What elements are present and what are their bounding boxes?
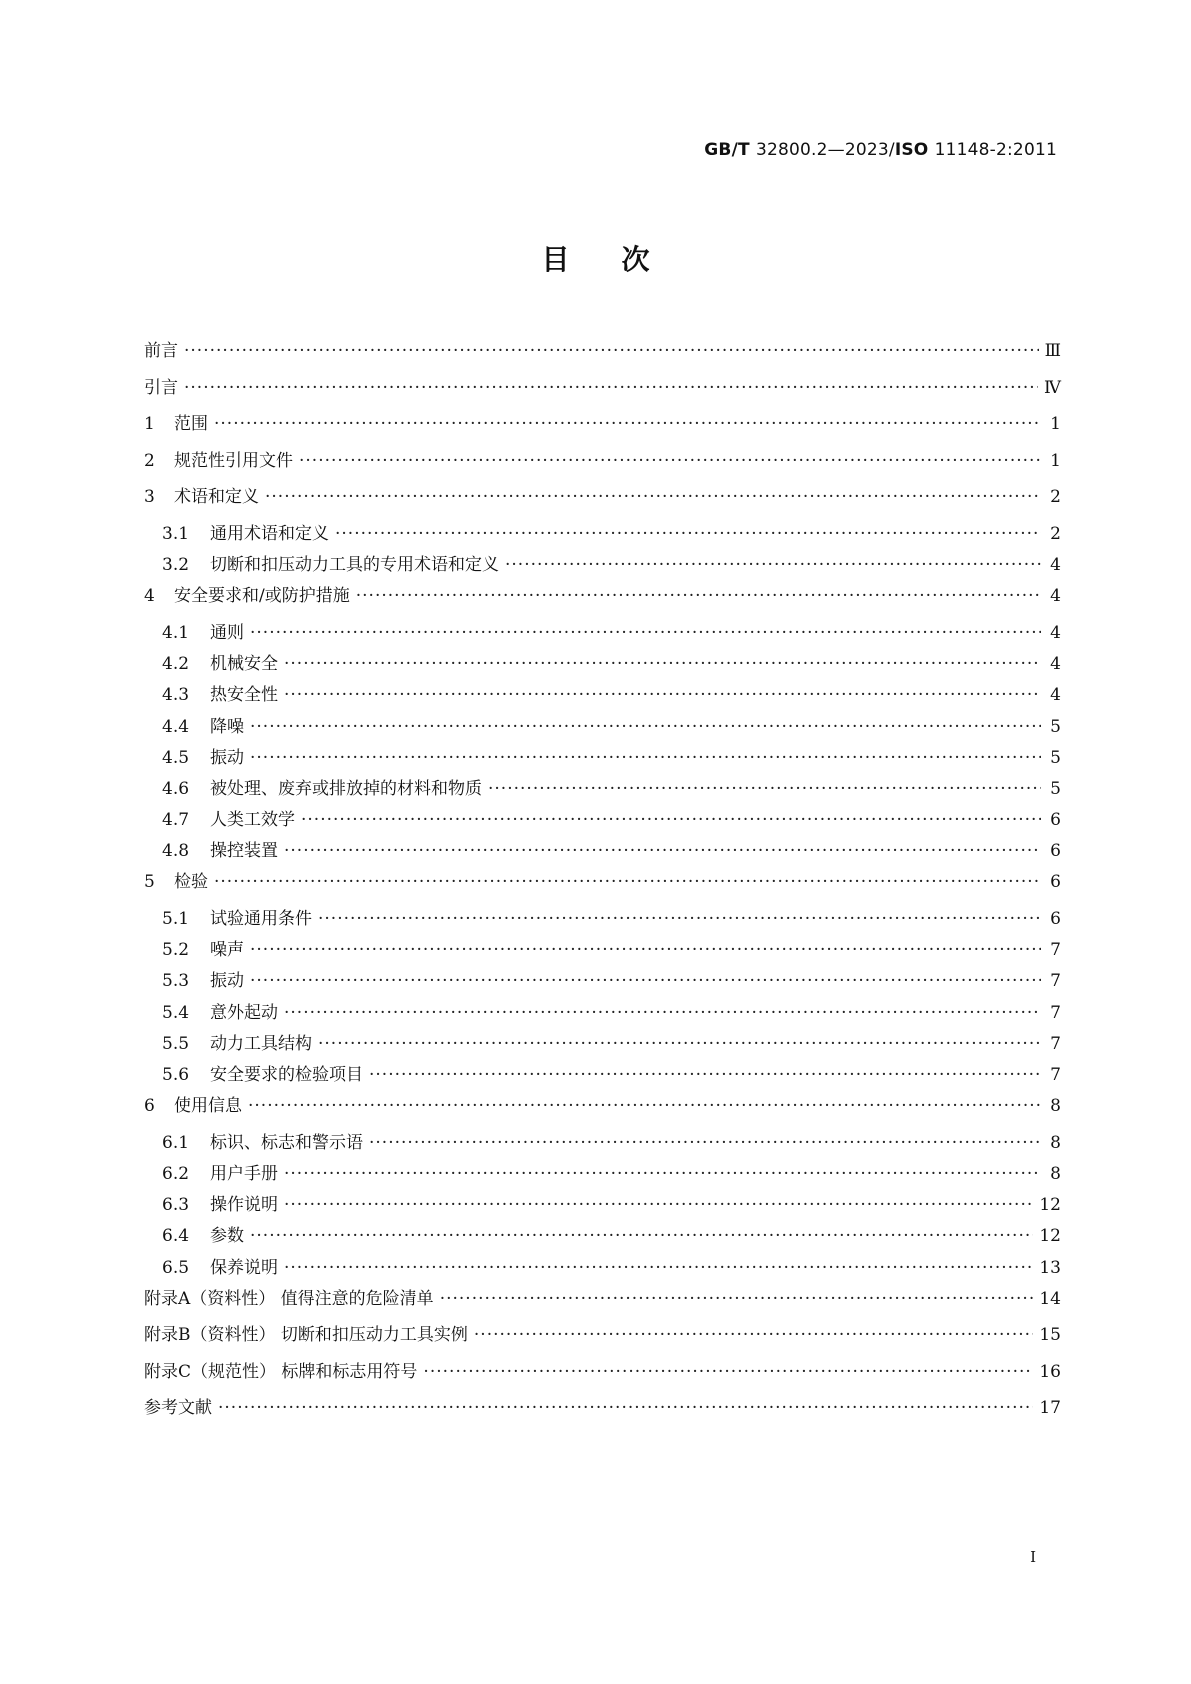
- toc-dot-leader: [250, 1225, 1033, 1247]
- toc-entry-page: 4: [1050, 685, 1061, 706]
- toc-entry-number: 1: [144, 414, 155, 435]
- toc-dot-leader: [284, 1257, 1033, 1279]
- toc-dot-leader: [250, 716, 1041, 738]
- toc-dot-leader: [284, 684, 1041, 706]
- toc-entry-number: 6.2: [162, 1163, 190, 1184]
- toc-dot-leader: [284, 1194, 1033, 1216]
- toc-entry-number: 3: [144, 487, 155, 508]
- toc-entry[interactable]: [144, 413, 1061, 450]
- toc-dot-leader: [250, 747, 1041, 769]
- toc-entry-label: 振动: [210, 971, 244, 992]
- toc-entry-page: 4: [1050, 586, 1061, 607]
- toc-entry-number: 6.1: [162, 1132, 190, 1153]
- toc-dot-leader: [488, 778, 1041, 800]
- toc-entry-page: 5: [1050, 778, 1061, 799]
- toc-entry-page: 7: [1050, 1002, 1061, 1023]
- toc-entry-page: 8: [1050, 1096, 1061, 1117]
- toc-entry-page: Ⅲ: [1044, 341, 1061, 361]
- toc-entry[interactable]: [144, 809, 1061, 840]
- toc-dot-leader: [474, 1324, 1033, 1346]
- iso-prefix: ISO: [894, 140, 929, 160]
- toc-entry[interactable]: [144, 908, 1061, 939]
- toc-entry-page: 1: [1050, 414, 1061, 435]
- toc-entry-page: 4: [1050, 622, 1061, 643]
- page-folio: Ⅰ: [1030, 1548, 1036, 1566]
- toc-entry-page: Ⅳ: [1044, 377, 1061, 398]
- toc-entry-page: 2: [1050, 523, 1061, 544]
- toc-entry-number: 5.5: [162, 1033, 190, 1054]
- toc-entry-number: 5: [144, 872, 155, 893]
- toc-entry[interactable]: [144, 622, 1061, 653]
- toc-entry-number: 6: [144, 1096, 155, 1117]
- toc-dot-leader: [440, 1288, 1034, 1310]
- toc-entry-label: 参考文献: [144, 1398, 212, 1419]
- toc-entry-page: 4: [1050, 555, 1061, 576]
- toc-entry-number: 2: [144, 450, 155, 471]
- toc-entry-page: 6: [1050, 872, 1061, 893]
- toc-entry-number: 4: [144, 586, 155, 607]
- toc-entry-number: 3.2: [162, 555, 190, 576]
- code-prefix: GB/T: [704, 140, 750, 160]
- toc-entry[interactable]: [144, 747, 1061, 778]
- toc-dot-leader: [284, 653, 1041, 675]
- toc-entry-number: 3.1: [162, 523, 190, 544]
- toc-entry[interactable]: [144, 523, 1061, 554]
- toc-dot-leader: [214, 871, 1041, 893]
- toc-entry-label: 标识、标志和警示语: [210, 1132, 363, 1153]
- toc-entry-number: 4.3: [162, 685, 190, 706]
- toc-entry-page: 13: [1039, 1257, 1061, 1278]
- toc-entry[interactable]: [144, 684, 1061, 715]
- toc-entry-number: 5.1: [162, 909, 190, 930]
- toc-entry-page: 7: [1050, 971, 1061, 992]
- toc-dot-leader: [318, 1033, 1041, 1055]
- toc-dot-leader: [284, 840, 1041, 862]
- toc-dot-leader: [250, 622, 1041, 644]
- toc-entry[interactable]: [144, 1257, 1061, 1288]
- toc-dot-leader: [184, 340, 1039, 362]
- toc-entry-number: 5.3: [162, 971, 190, 992]
- toc-entry-label: 被处理、废弃或排放掉的材料和物质: [210, 778, 482, 799]
- toc-entry[interactable]: [144, 1064, 1061, 1095]
- toc-entry[interactable]: [144, 653, 1061, 684]
- toc-entry-label: 安全要求的检验项目: [210, 1064, 363, 1085]
- toc-entry[interactable]: [144, 1288, 1061, 1325]
- toc-entry-label: 人类工效学: [210, 810, 295, 831]
- toc-entry-label: 附录B（资料性） 切断和扣压动力工具实例: [144, 1325, 468, 1346]
- toc-entry-page: 8: [1050, 1132, 1061, 1153]
- toc-entry-label: 通则: [210, 622, 244, 643]
- toc-entry-number: 4.1: [162, 622, 190, 643]
- toc-entry-number: 4.8: [162, 841, 190, 862]
- toc-entry[interactable]: [144, 1132, 1061, 1163]
- toc-entry[interactable]: [144, 1033, 1061, 1064]
- toc-entry[interactable]: [144, 716, 1061, 747]
- toc-entry[interactable]: [144, 970, 1061, 1001]
- toc-entry-page: 4: [1050, 654, 1061, 675]
- toc-entry[interactable]: [144, 1002, 1061, 1033]
- toc-entry-label: 用户手册: [210, 1163, 278, 1184]
- toc-entry-label: 切断和扣压动力工具的专用术语和定义: [210, 555, 499, 576]
- toc-entry-page: 1: [1050, 450, 1061, 471]
- toc-dot-leader: [284, 1163, 1041, 1185]
- toc-entry-number: 6.4: [162, 1226, 190, 1247]
- toc-entry-page: 7: [1050, 940, 1061, 961]
- toc-entry-label: 范围: [174, 414, 208, 435]
- toc-dot-leader: [250, 939, 1041, 961]
- toc-entry[interactable]: [144, 1095, 1061, 1132]
- toc-entry-page: 15: [1039, 1325, 1061, 1346]
- toc-entry[interactable]: [144, 1163, 1061, 1194]
- toc-dot-leader: [299, 450, 1041, 472]
- toc-entry[interactable]: [144, 450, 1061, 487]
- toc-entry[interactable]: [144, 340, 1061, 377]
- toc-dot-leader: [423, 1361, 1033, 1383]
- toc-entry-page: 14: [1039, 1288, 1061, 1309]
- toc-entry-label: 安全要求和/或防护措施: [174, 586, 350, 607]
- toc-dot-leader: [284, 1002, 1041, 1024]
- toc-entry-label: 动力工具结构: [210, 1033, 312, 1054]
- toc-entry[interactable]: [144, 377, 1061, 414]
- toc-dot-leader: [505, 554, 1041, 576]
- toc-entry-page: 6: [1050, 841, 1061, 862]
- toc-entry-label: 操作说明: [210, 1195, 278, 1216]
- toc-entry-label: 操控装置: [210, 841, 278, 862]
- toc-entry-label: 降噪: [210, 716, 244, 737]
- toc-entry-label: 噪声: [210, 940, 244, 961]
- toc-entry[interactable]: [144, 585, 1061, 622]
- toc-entry-number: 6.3: [162, 1195, 190, 1216]
- toc-entry[interactable]: [144, 1324, 1061, 1361]
- table-of-contents: [144, 340, 1061, 1434]
- page-title: 目次: [541, 243, 702, 276]
- toc-entry-label: 通用术语和定义: [210, 523, 329, 544]
- toc-entry-label: 试验通用条件: [210, 909, 312, 930]
- toc-entry-number: 4.4: [162, 716, 190, 737]
- toc-entry-number: 5.4: [162, 1002, 190, 1023]
- toc-entry[interactable]: [144, 486, 1061, 523]
- toc-entry[interactable]: [144, 1397, 1061, 1434]
- toc-entry-label: 保养说明: [210, 1257, 278, 1278]
- toc-dot-leader: [218, 1397, 1033, 1419]
- toc-entry-label: 术语和定义: [174, 487, 259, 508]
- standard-code-header: [704, 140, 1057, 160]
- toc-dot-leader: [265, 486, 1041, 508]
- toc-entry-label: 热安全性: [210, 685, 278, 706]
- toc-entry-label: 前言: [144, 341, 178, 361]
- toc-dot-leader: [184, 377, 1038, 399]
- toc-entry-page: 8: [1050, 1163, 1061, 1184]
- toc-entry[interactable]: [144, 1361, 1061, 1398]
- toc-entry-number: 6.5: [162, 1257, 190, 1278]
- toc-entry-number: 4.6: [162, 778, 190, 799]
- toc-entry-number: 4.5: [162, 747, 190, 768]
- toc-entry-label: 引言: [144, 377, 178, 398]
- toc-dot-leader: [248, 1095, 1041, 1117]
- toc-entry[interactable]: [144, 554, 1061, 585]
- toc-dot-leader: [318, 908, 1041, 930]
- toc-entry-number: 4.2: [162, 654, 190, 675]
- iso-main: 11148-2:2011: [934, 140, 1057, 160]
- toc-entry-page: 6: [1050, 909, 1061, 930]
- toc-entry[interactable]: [144, 1194, 1061, 1225]
- toc-dot-leader: [356, 585, 1041, 607]
- toc-entry-label: 使用信息: [174, 1096, 242, 1117]
- toc-entry-page: 6: [1050, 810, 1061, 831]
- toc-dot-leader: [335, 523, 1041, 545]
- toc-entry[interactable]: [144, 871, 1061, 908]
- toc-dot-leader: [369, 1132, 1041, 1154]
- toc-entry-label: 振动: [210, 747, 244, 768]
- toc-entry-page: 12: [1039, 1226, 1061, 1247]
- toc-entry-label: 附录C（规范性） 标牌和标志用符号: [144, 1361, 418, 1382]
- toc-entry-page: 17: [1039, 1398, 1061, 1419]
- toc-entry-page: 2: [1050, 487, 1061, 508]
- toc-dot-leader: [301, 809, 1041, 831]
- toc-entry-page: 7: [1050, 1064, 1061, 1085]
- toc-entry-page: 5: [1050, 716, 1061, 737]
- toc-entry-label: 机械安全: [210, 654, 278, 675]
- toc-entry-page: 7: [1050, 1033, 1061, 1054]
- toc-entry-page: 16: [1039, 1361, 1061, 1382]
- code-main: 32800.2—2023/: [755, 140, 895, 160]
- toc-entry[interactable]: [144, 840, 1061, 871]
- toc-entry-number: 5.2: [162, 940, 190, 961]
- toc-entry-label: 规范性引用文件: [174, 450, 293, 471]
- toc-entry-page: 12: [1039, 1195, 1061, 1216]
- toc-entry[interactable]: [144, 939, 1061, 970]
- toc-dot-leader: [369, 1064, 1041, 1086]
- toc-entry-page: 5: [1050, 747, 1061, 768]
- toc-entry-label: 检验: [174, 872, 208, 893]
- toc-entry-number: 5.6: [162, 1064, 190, 1085]
- toc-entry-label: 意外起动: [210, 1002, 278, 1023]
- toc-entry-number: 4.7: [162, 810, 190, 831]
- toc-entry[interactable]: [144, 1225, 1061, 1256]
- toc-entry[interactable]: [144, 778, 1061, 809]
- toc-dot-leader: [214, 413, 1041, 435]
- toc-entry-label: 附录A（资料性） 值得注意的危险清单: [144, 1288, 434, 1309]
- toc-dot-leader: [250, 970, 1041, 992]
- toc-entry-label: 参数: [210, 1226, 244, 1247]
